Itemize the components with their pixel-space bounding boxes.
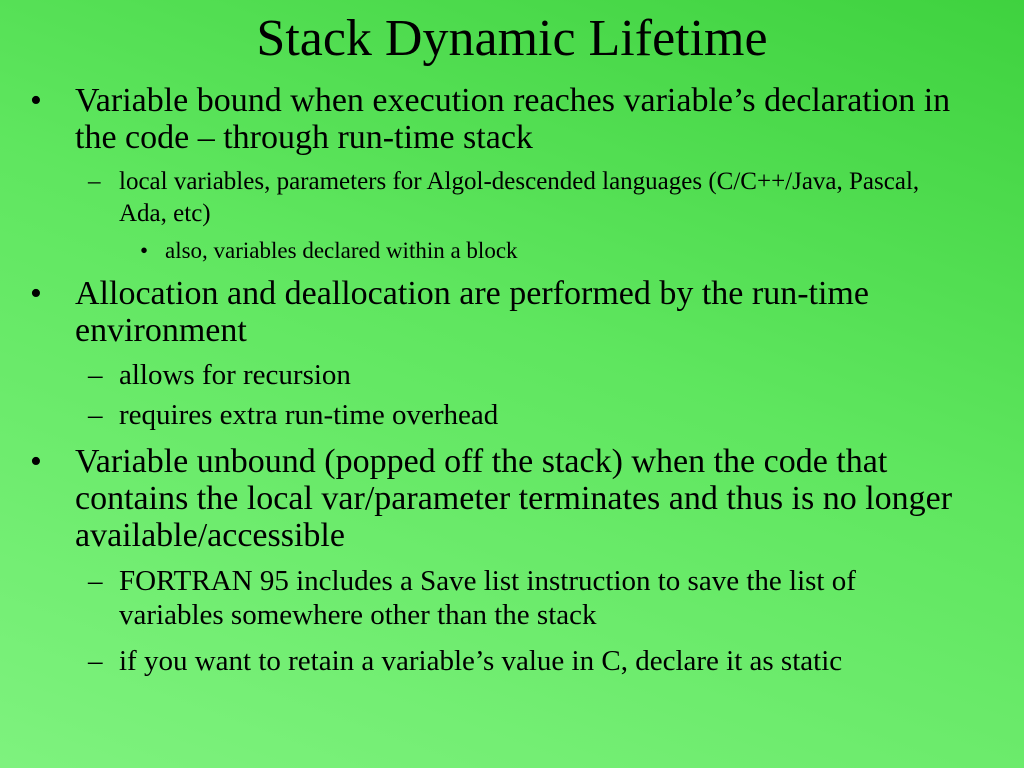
bullet-marker: • [30,443,42,480]
bullet-marker: • [30,275,42,312]
sub-bullet-text: FORTRAN 95 includes a Save list instruction to save the list of variables somewhere other than the stack [119,565,856,631]
dash-marker: – [88,399,103,431]
bullet-marker: • [30,82,42,119]
bullet-marker: • [140,238,149,263]
sub-bullet-text: requires extra run-time overhead [119,399,499,431]
sub-bullet-item [88,166,938,230]
slide-title: Stack Dynamic Lifetime [256,10,768,67]
sub-bullet-text: if you want to retain a variable’s value in C, declare it as static [119,645,843,677]
sub-bullet-text: allows for recursion [119,359,351,391]
sub-sub-bullet-item [140,237,940,264]
dash-marker: – [88,645,103,677]
bullet-text: Allocation and deallocation are performed by the run-time environment [75,275,869,349]
dash-marker: – [88,565,103,597]
dash-marker: – [88,168,101,195]
bullet-item [30,82,960,156]
dash-marker: – [88,359,103,391]
sub-bullet-text: local variables, parameters for Algol-descended languages (C/C++/Java, Pascal, Ada, etc) [119,168,920,227]
sub-bullet-item [88,358,938,392]
bullet-item [30,275,960,349]
sub-bullet-item [88,398,938,432]
bullet-text: Variable bound when execution reaches variable’s declaration in the code – through run-time stack [75,82,951,156]
bullet-item [30,443,980,554]
sub-sub-bullet-text: also, variables declared within a block [165,238,518,263]
bullet-text: Variable unbound (popped off the stack) when the code that contains the local var/parameter terminates and thus is no longer available/accessible [75,443,953,554]
sub-bullet-item [88,564,958,632]
sub-bullet-item [88,644,958,678]
